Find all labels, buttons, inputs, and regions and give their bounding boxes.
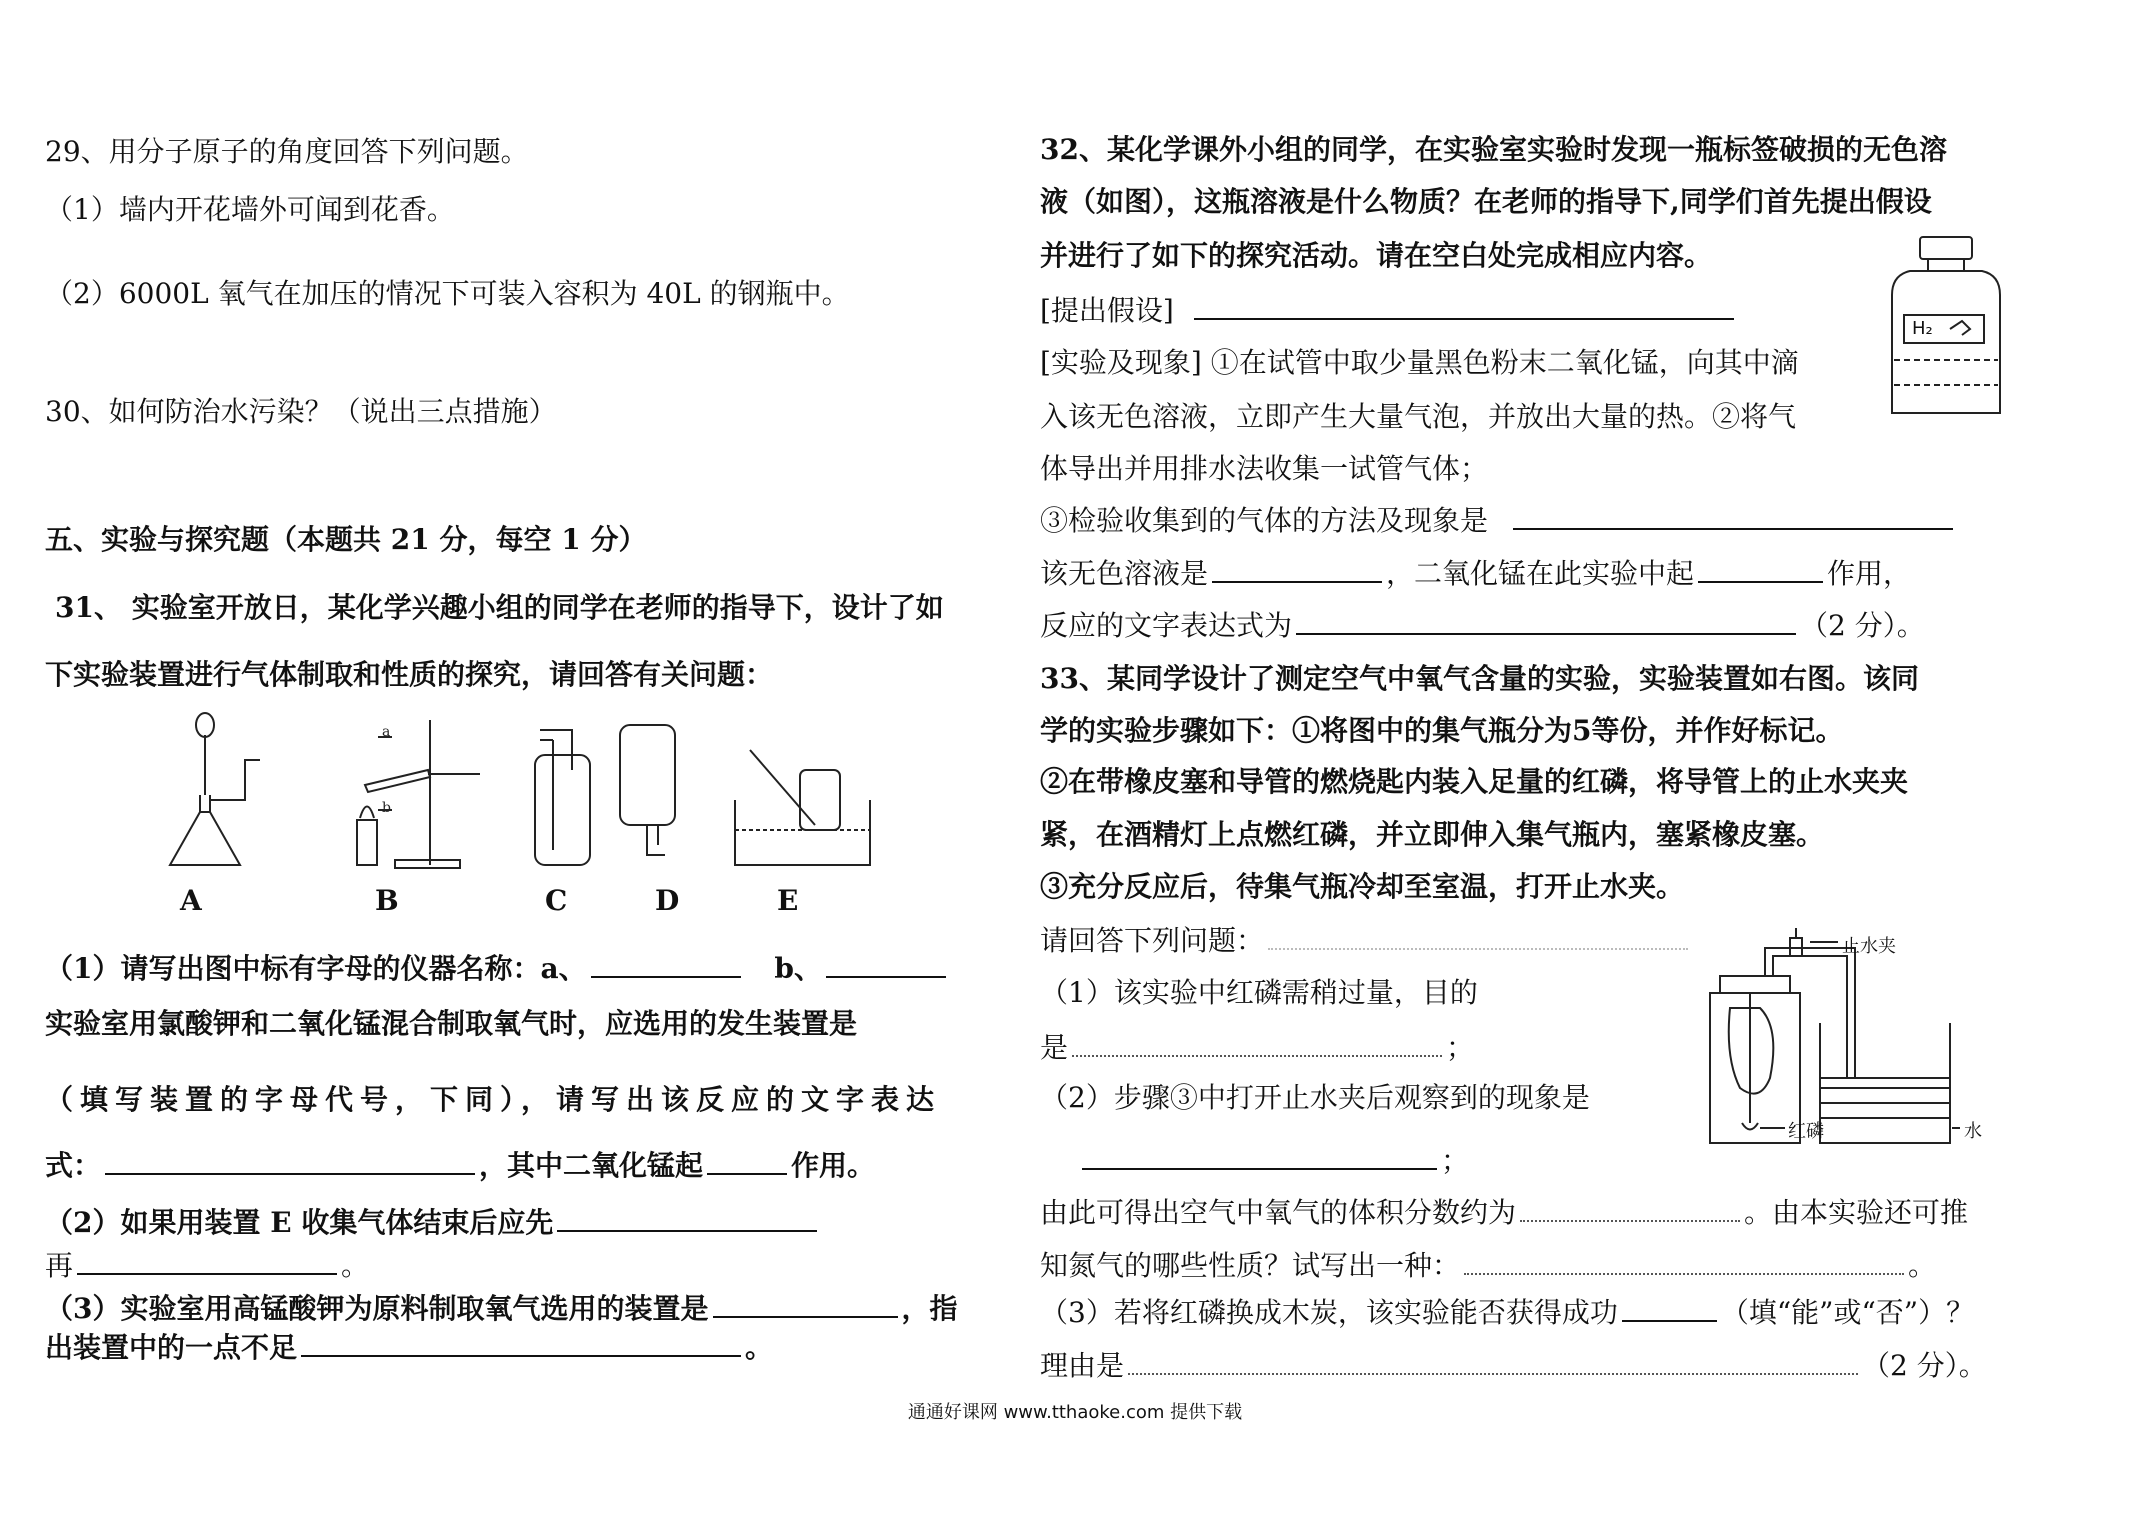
section-five-heading: 五、实验与探究题（本题共 21 分，每空 1 分） [45,523,647,556]
label-water: 水 [1964,1121,1982,1142]
q32-intro-3: 并进行了如下的探究活动。请在空白处完成相应内容。 [1040,239,1713,272]
q31-part1-b-text: b、 [774,952,822,985]
q32-equation [1040,605,1925,646]
gas-jar [1710,993,1800,1143]
apparatus-d-bottle [620,725,675,825]
q31-part1-d-post: 作用。 [791,1149,876,1182]
svg-text:b: b [382,800,391,816]
answer-blank-e-then[interactable] [77,1245,337,1275]
q31-part3-b-pre: 出装置中的一点不足 [45,1331,298,1364]
beaker [1820,1023,1950,1143]
q33-reason-post: （2 分）。 [1862,1349,1987,1382]
q33-nitrogen-pre: 知氮气的哪些性质？试写出一种： [1040,1249,1461,1282]
q31-part1-d-pre: 式： [45,1149,102,1182]
q29-part1: （1）墙内开花墙外可闻到花香。 [45,193,455,226]
q32-intro-1: 32、某化学课外小组的同学，在实验室实验时发现一瓶标签破损的无色溶 [1040,133,1947,166]
q33-prompt-text: 请回答下列问题： [1040,924,1265,957]
q33-oxygen-fraction [1040,1192,1968,1233]
answer-blank-kmno4-device[interactable] [713,1288,898,1318]
q32-experiment-3: 体导出并用排水法收集一试管气体； [1040,452,1489,485]
q33-part3-post: （填“能”或“否”）？ [1720,1296,1975,1329]
apparatus-b-tube [365,770,430,792]
q33-intro-2: 学的实验步骤如下：①将图中的集气瓶分为5等份，并作好标记。 [1040,714,1844,747]
q31-part3-b [45,1327,773,1368]
q32-experiment-2: 入该无色溶液，立即产生大量气泡，并放出大量的热。②将气 [1040,400,1797,433]
answer-blank-deficiency[interactable] [301,1327,741,1357]
q31-part2-b-post: 。 [341,1249,370,1282]
apparatus-label-c: C [545,884,568,917]
apparatus-a-flask [170,812,240,865]
q32-experiment-4-text: ③检验收集到的气体的方法及现象是 [1040,504,1489,537]
q29-part2: （2）6000L 氧气在加压的情况下可装入容积为 40L 的钢瓶中。 [45,277,850,310]
q31-intro-2: 下实验装置进行气体制取和性质的探究，请回答有关问题： [45,658,774,691]
q33-part1-b-pre: 是 [1040,1031,1069,1064]
apparatus-label-a: A [180,884,202,917]
q31-part1-d [45,1145,875,1186]
q31-part2-b-pre: 再 [45,1249,74,1282]
q33-oxygen-fraction-pre: 由此可得出空气中氧气的体积分数约为 [1040,1196,1517,1229]
q31-part1-a [45,948,950,989]
q32-solution [1040,553,1911,594]
answer-blank-mno2-role[interactable] [1698,553,1823,583]
q33-oxygen-fraction-post: 。由本实验还可推 [1744,1196,1969,1229]
q31-part1-b: 实验室用氯酸钾和二氧化锰混合制取氧气时，应选用的发生装置是 [45,1007,858,1040]
q32-intro-2: 液（如图），这瓶溶液是什么物质？在老师的指导下,同学们首先提出假设 [1040,185,1932,218]
q32-solution-mid: ，二氧化锰在此实验中起 [1386,557,1695,590]
q31-part1-d-mid: ，其中二氧化锰起 [479,1149,704,1182]
q32-equation-post: （2 分）。 [1800,609,1925,642]
apparatus-label-e: E [777,884,799,917]
answer-blank-charcoal[interactable] [1622,1292,1717,1322]
answer-blank-hypothesis[interactable] [1194,290,1734,320]
q31-part3-a [45,1288,958,1329]
q33-step2-a: ②在带橡皮塞和导管的燃烧匙内装入足量的红磷，将导管上的止水夹夹 [1040,765,1909,798]
q31-part3-a-pre: （3）实验室用高锰酸钾为原料制取氧气选用的装置是 [45,1292,709,1325]
answer-blank-b[interactable] [826,948,946,978]
q32-solution-pre: 该无色溶液是 [1040,557,1209,590]
q31-part2-a-text: （2）如果用装置 E 收集气体结束后应先 [45,1206,554,1239]
answer-blank-equation[interactable] [105,1145,475,1175]
q33-nitrogen-post: 。 [1908,1249,1937,1282]
answer-blank-gas-test[interactable] [1513,500,1953,530]
apparatus-figure [160,700,890,880]
q33-part2-b [1040,1140,1469,1181]
label-clamp: 止水夹 [1842,936,1896,957]
answer-blank-phenomenon[interactable] [1082,1140,1437,1170]
q32-experiment-1: [实验及现象] ①在试管中取少量黑色粉末二氧化锰，向其中滴 [1040,346,1799,379]
q33-prompt [1040,920,1692,961]
oxygen-apparatus-figure [1690,928,1990,1158]
q33-part2: （2）步骤③中打开止水夹后观察到的现象是 [1040,1081,1590,1114]
q33-intro-1: 33、某同学设计了测定空气中氧气含量的实验，实验装置如右图。该同 [1040,662,1919,695]
answer-blank-q32-equation[interactable] [1296,605,1796,635]
q33-reason [1040,1345,1987,1386]
q32-experiment-4 [1040,500,1957,541]
svg-text:a: a [382,724,391,740]
reagent-bottle-figure [1890,235,2005,420]
answer-blank-nitrogen[interactable] [1464,1245,1904,1275]
apparatus-label-b: B [375,884,399,917]
answer-blank-purpose[interactable] [1072,1027,1442,1057]
q33-part3-pre: （3）若将红磷换成木炭，该实验能否获得成功 [1040,1296,1618,1329]
q31-part1-c: （填写装置的字母代号，下同），请写出该反应的文字表达 [45,1083,942,1116]
answer-blank-a[interactable] [591,948,741,978]
q33-part2-b-post: ； [1441,1144,1470,1177]
q30: 30、如何防治水污染？（说出三点措施） [45,395,557,428]
label-phosphorus: 红磷 [1788,1121,1824,1142]
q33-step2-b: 紧，在酒精灯上点燃红磷，并立即伸入集气瓶内，塞紧橡皮塞。 [1040,818,1825,851]
q32-hypothesis [1040,290,1738,331]
page-footer: 通通好课网 www.tthaoke.com 提供下载 [907,1402,1243,1423]
answer-blank-reason[interactable] [1128,1345,1858,1375]
q33-part1-b [1040,1027,1474,1068]
q31-part2-a [45,1202,821,1243]
q33-step3: ③充分反应后，待集气瓶冷却至室温，打开止水夹。 [1040,870,1685,903]
answer-blank-role[interactable] [707,1145,787,1175]
reagent-bottle-label: H₂ [1912,318,1933,339]
q29-title: 29、用分子原子的角度回答下列问题。 [45,135,529,168]
q32-solution-post: 作用， [1827,557,1912,590]
q33-part3 [1040,1292,1974,1333]
apparatus-c-bottle [535,755,590,865]
q32-equation-pre: 反应的文字表达式为 [1040,609,1293,642]
q31-part3-b-post: 。 [745,1331,774,1364]
answer-blank-fraction[interactable] [1520,1192,1740,1222]
dotted-rule [1268,920,1688,950]
q33-nitrogen [1040,1245,1936,1286]
q33-part1: （1）该实验中红磷需稍过量，目的 [1040,976,1478,1009]
q31-part3-a-post: ，指 [901,1292,958,1325]
q33-reason-pre: 理由是 [1040,1349,1125,1382]
answer-blank-solution[interactable] [1212,553,1382,583]
q32-hypothesis-label: [提出假设] [1040,294,1174,327]
q31-part1-a-text: （1）请写出图中标有字母的仪器名称：a、 [45,952,587,985]
apparatus-label-d: D [655,884,680,917]
answer-blank-e-first[interactable] [557,1202,817,1232]
q33-part1-b-post: ； [1446,1031,1475,1064]
q31-part2-b [45,1245,369,1286]
q31-intro-1: 31、 实验室开放日，某化学兴趣小组的同学在老师的指导下，设计了如 [55,591,944,624]
